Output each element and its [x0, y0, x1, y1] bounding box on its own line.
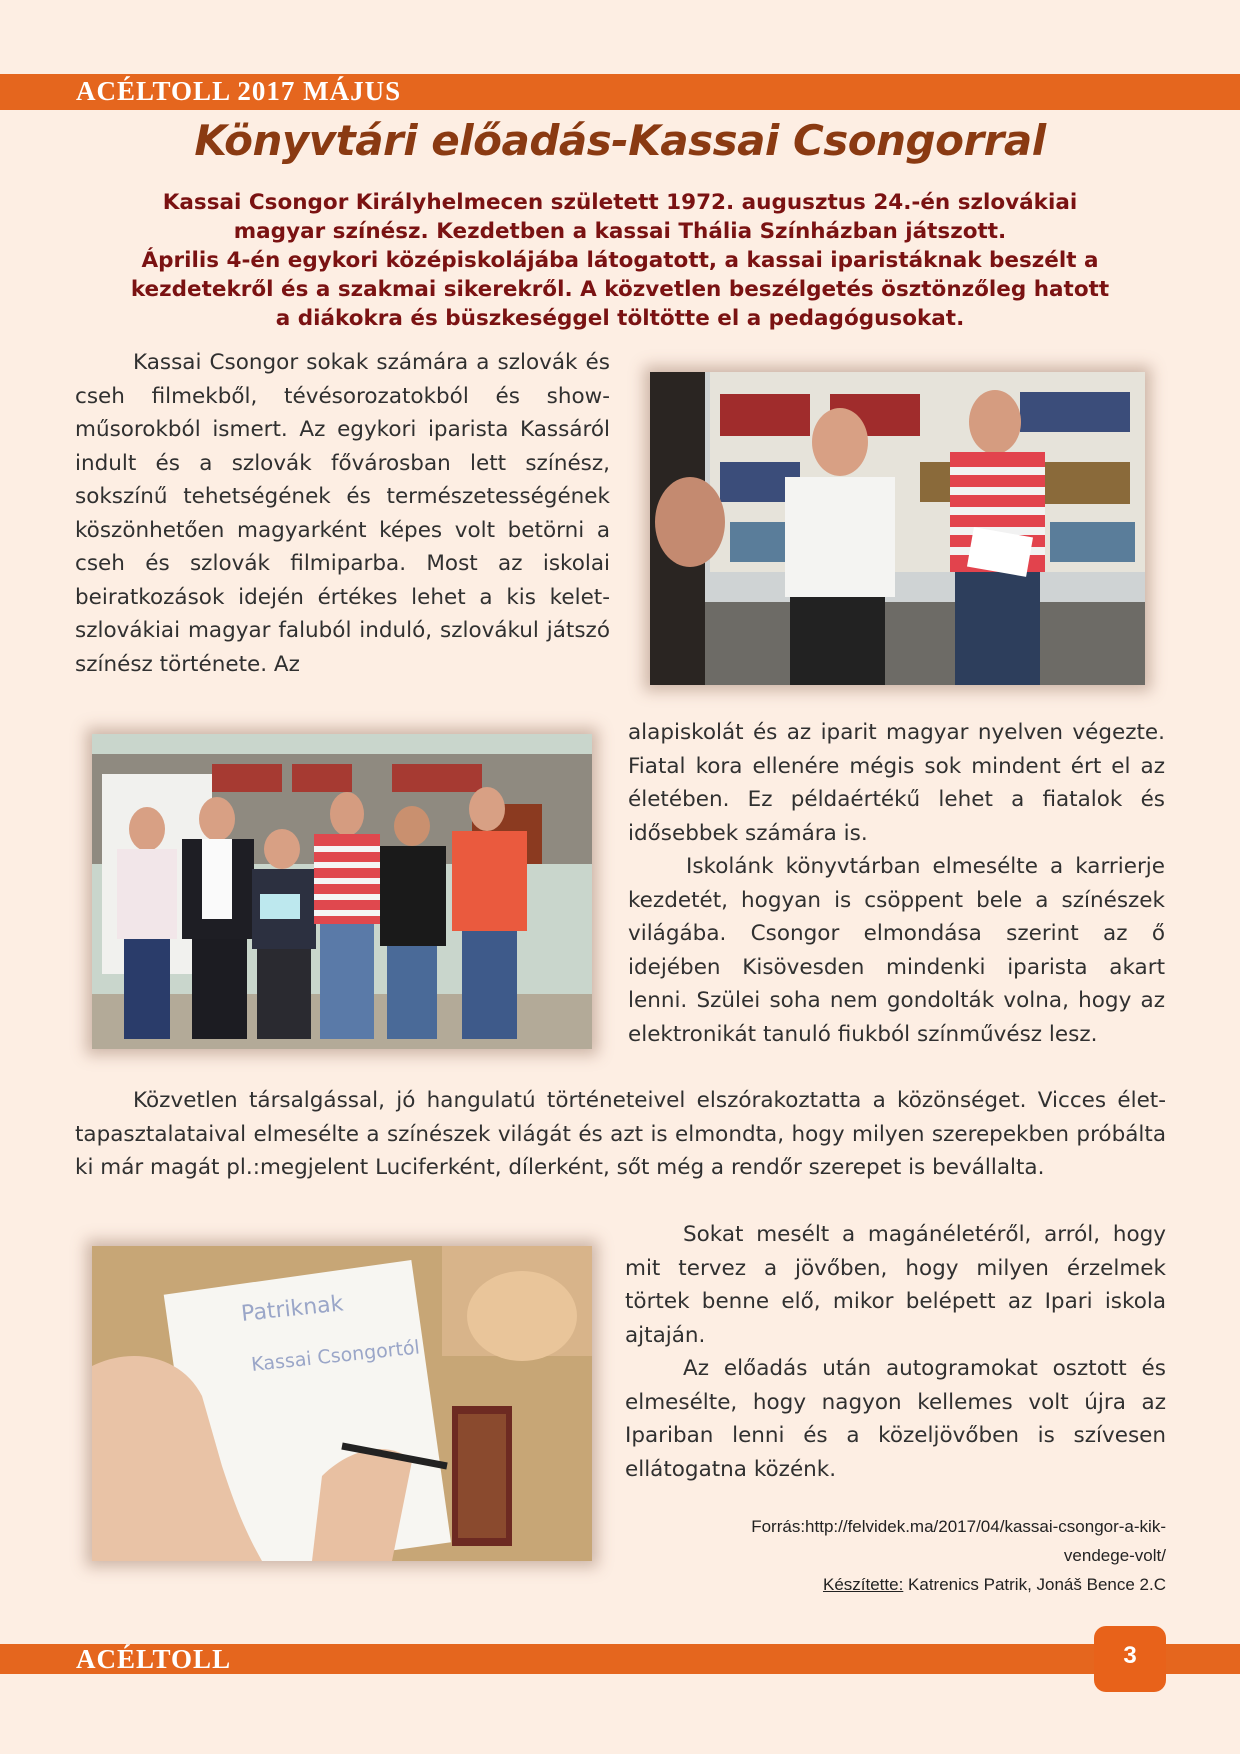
credits: [606, 1570, 1166, 1599]
paragraph-4: Sokat mesélt a magánéletéről, arról, hogy mit tervez a jövőben, hogy milyen érzelmek törtek benne elő, mikor belépett az Ipari iskola ajtaján.: [625, 1222, 1166, 1348]
header-title: ACÉLTOLL 2017 MÁJUS: [76, 76, 402, 106]
article-title: Könyvtári előadás-Kassai Csongorral: [194, 116, 1046, 165]
right-column-final: [625, 1218, 1166, 1486]
autograph-text-1: Patriknak: [240, 1291, 345, 1327]
page-number: 3: [1094, 1626, 1166, 1692]
photo-autograph: [92, 1246, 592, 1561]
source-link-line-1: Forrás:http://felvidek.ma/2017/04/kassai-csongor-a-kik-: [751, 1517, 1166, 1536]
article-lead: [70, 188, 1170, 333]
paragraph-3: [75, 1084, 1166, 1185]
lead-line: Kassai Csongor Királyhelmecen született 1972. augusztus 24.-én szlovákiai: [162, 190, 1078, 215]
photo-group: [92, 734, 592, 1049]
credits-label: Készítette:: [822, 1575, 904, 1594]
right-column-text: [628, 716, 1165, 1051]
paragraph-1-text: Kassai Csongor sokak számára a szlovák és cseh filmekből, tévésorozatokból és show-műsorokból ismert. Az egykori iparista Kassáról indult és a szlovák fővárosban lett színész, sokszínű tehetségének és természetességének köszönhetően magyarként képes volt betörni a cseh és szlovák filmiparba. Most az iskolai beiratkozások idején értékes lehet a kis kelet-szlovákiai magyar faluból induló, szlovákul játszó színész története. Az: [75, 350, 610, 677]
paragraph-1: [75, 346, 610, 681]
footer-title: ACÉLTOLL: [76, 1644, 232, 1674]
paragraph-1-continued: alapiskolát és az iparit magyar nyelven végezte. Fiatal kora ellenére mégis sok mindent ért el az életében. Ez példaértékű lehet a fiatalok és idősebbek számára is.: [628, 720, 1165, 846]
photo-library-handshake: [650, 372, 1145, 685]
source-block: [606, 1512, 1166, 1599]
paragraph-3-text: Közvetlen társalgással, jó hangulatú történeteivel elszórakoztatta a közönséget. Vicces élet-tapasztalataival elmesélte a színészek világát és azt is elmondta, hogy milyen szerepekben próbálta ki már magát pl.:megjelent Luciferként, dílerként, sőt még a rendőr szerepet is bevállalta.: [75, 1088, 1166, 1180]
paragraph-2: Iskolánk könyvtárban elmesélte a karrierje kezdetét, hogyan is csöppent bele a színészek világába. Csongor elmondása szerint az ő idejében Kisövesden mindenki iparista akart lenni. Szülei soha nem gondolták volna, hogy az elektronikát tanuló fiukból színművész lesz.: [628, 854, 1165, 1047]
credits-names: Katrenics Patrik, Jonáš Bence 2.C: [903, 1575, 1166, 1594]
lead-line: magyar színész. Kezdetben a kassai Thália Színházban játszott.: [233, 219, 1007, 244]
lead-line: a diákokra és büszkeséggel töltötte el a pedagógusokat.: [275, 306, 965, 331]
paragraph-5: Az előadás után autogramokat osztott és elmesélte, hogy nagyon kellemes volt újra az Ipariban lenni és a közeljövőben is szívesen ellátogatna közénk.: [625, 1356, 1166, 1482]
source-link-line-2: vendege-volt/: [1063, 1546, 1166, 1565]
lead-line: Április 4-én egykori középiskolájába látogatott, a kassai iparistáknak beszélt a: [141, 248, 1099, 273]
autograph-text-2: Kassai Csongortól: [250, 1336, 421, 1376]
lead-line: kezdetekről és a szakmai sikerekről. A közvetlen beszélgetés ösztönzőleg hatott: [130, 277, 1110, 302]
